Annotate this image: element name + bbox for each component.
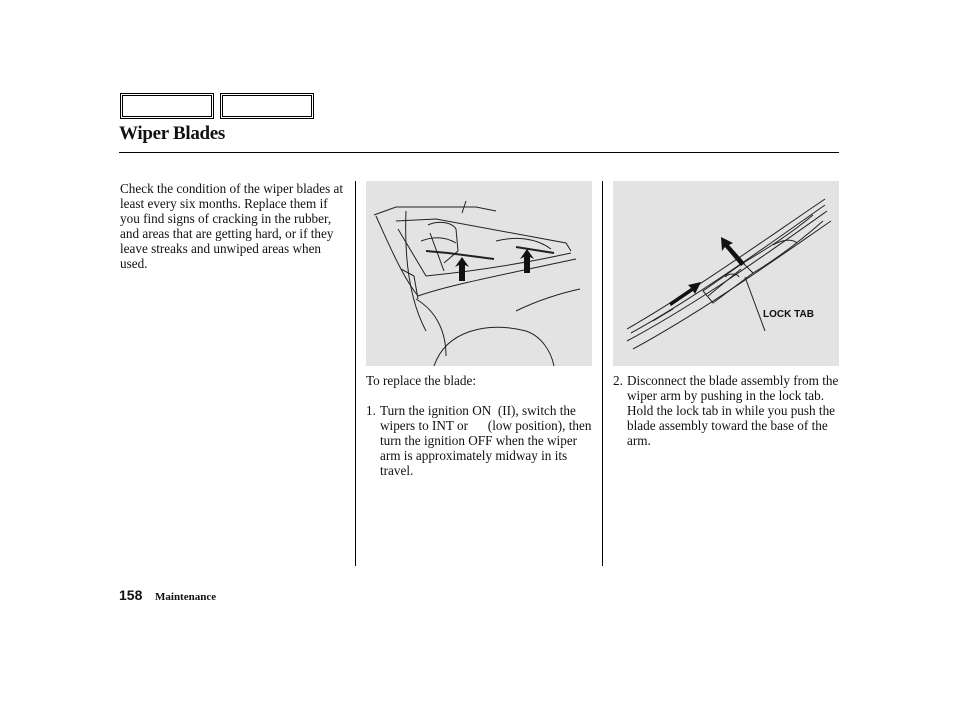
step-number: 1. (366, 403, 376, 418)
column-divider-1 (355, 181, 356, 566)
wiper-blade-illustration (613, 181, 839, 366)
page-title: Wiper Blades (119, 123, 226, 144)
page-number: 158 (119, 587, 143, 603)
windshield-illustration (366, 181, 592, 366)
step-text: Disconnect the blade assembly from the wiper arm by pushing in the lock tab. Hold the lock tab in while you push the blade assembly toward the base of the arm. (627, 373, 839, 448)
column-divider-2 (602, 181, 603, 566)
nav-box-left[interactable] (120, 93, 214, 119)
windshield-drawing (366, 181, 592, 366)
wiper-blade-drawing (613, 181, 839, 366)
step-number: 2. (613, 373, 623, 388)
title-rule (119, 152, 839, 153)
intro-paragraph: Check the condition of the wiper blades at least every six months. Replace them if you find signs of cracking in the rubber, and areas that are getting hard, or if they leave streaks and unwiped areas when used. (120, 181, 344, 271)
step-text: Turn the ignition ON (II), switch the wipers to INT or (low position), then turn the ignition OFF when the wiper arm is approximately midway in its travel. (380, 403, 595, 478)
nav-box-right[interactable] (220, 93, 314, 119)
lock-tab-label: LOCK TAB (763, 309, 814, 320)
section-name: Maintenance (155, 591, 217, 603)
replace-intro: To replace the blade: (366, 373, 477, 388)
